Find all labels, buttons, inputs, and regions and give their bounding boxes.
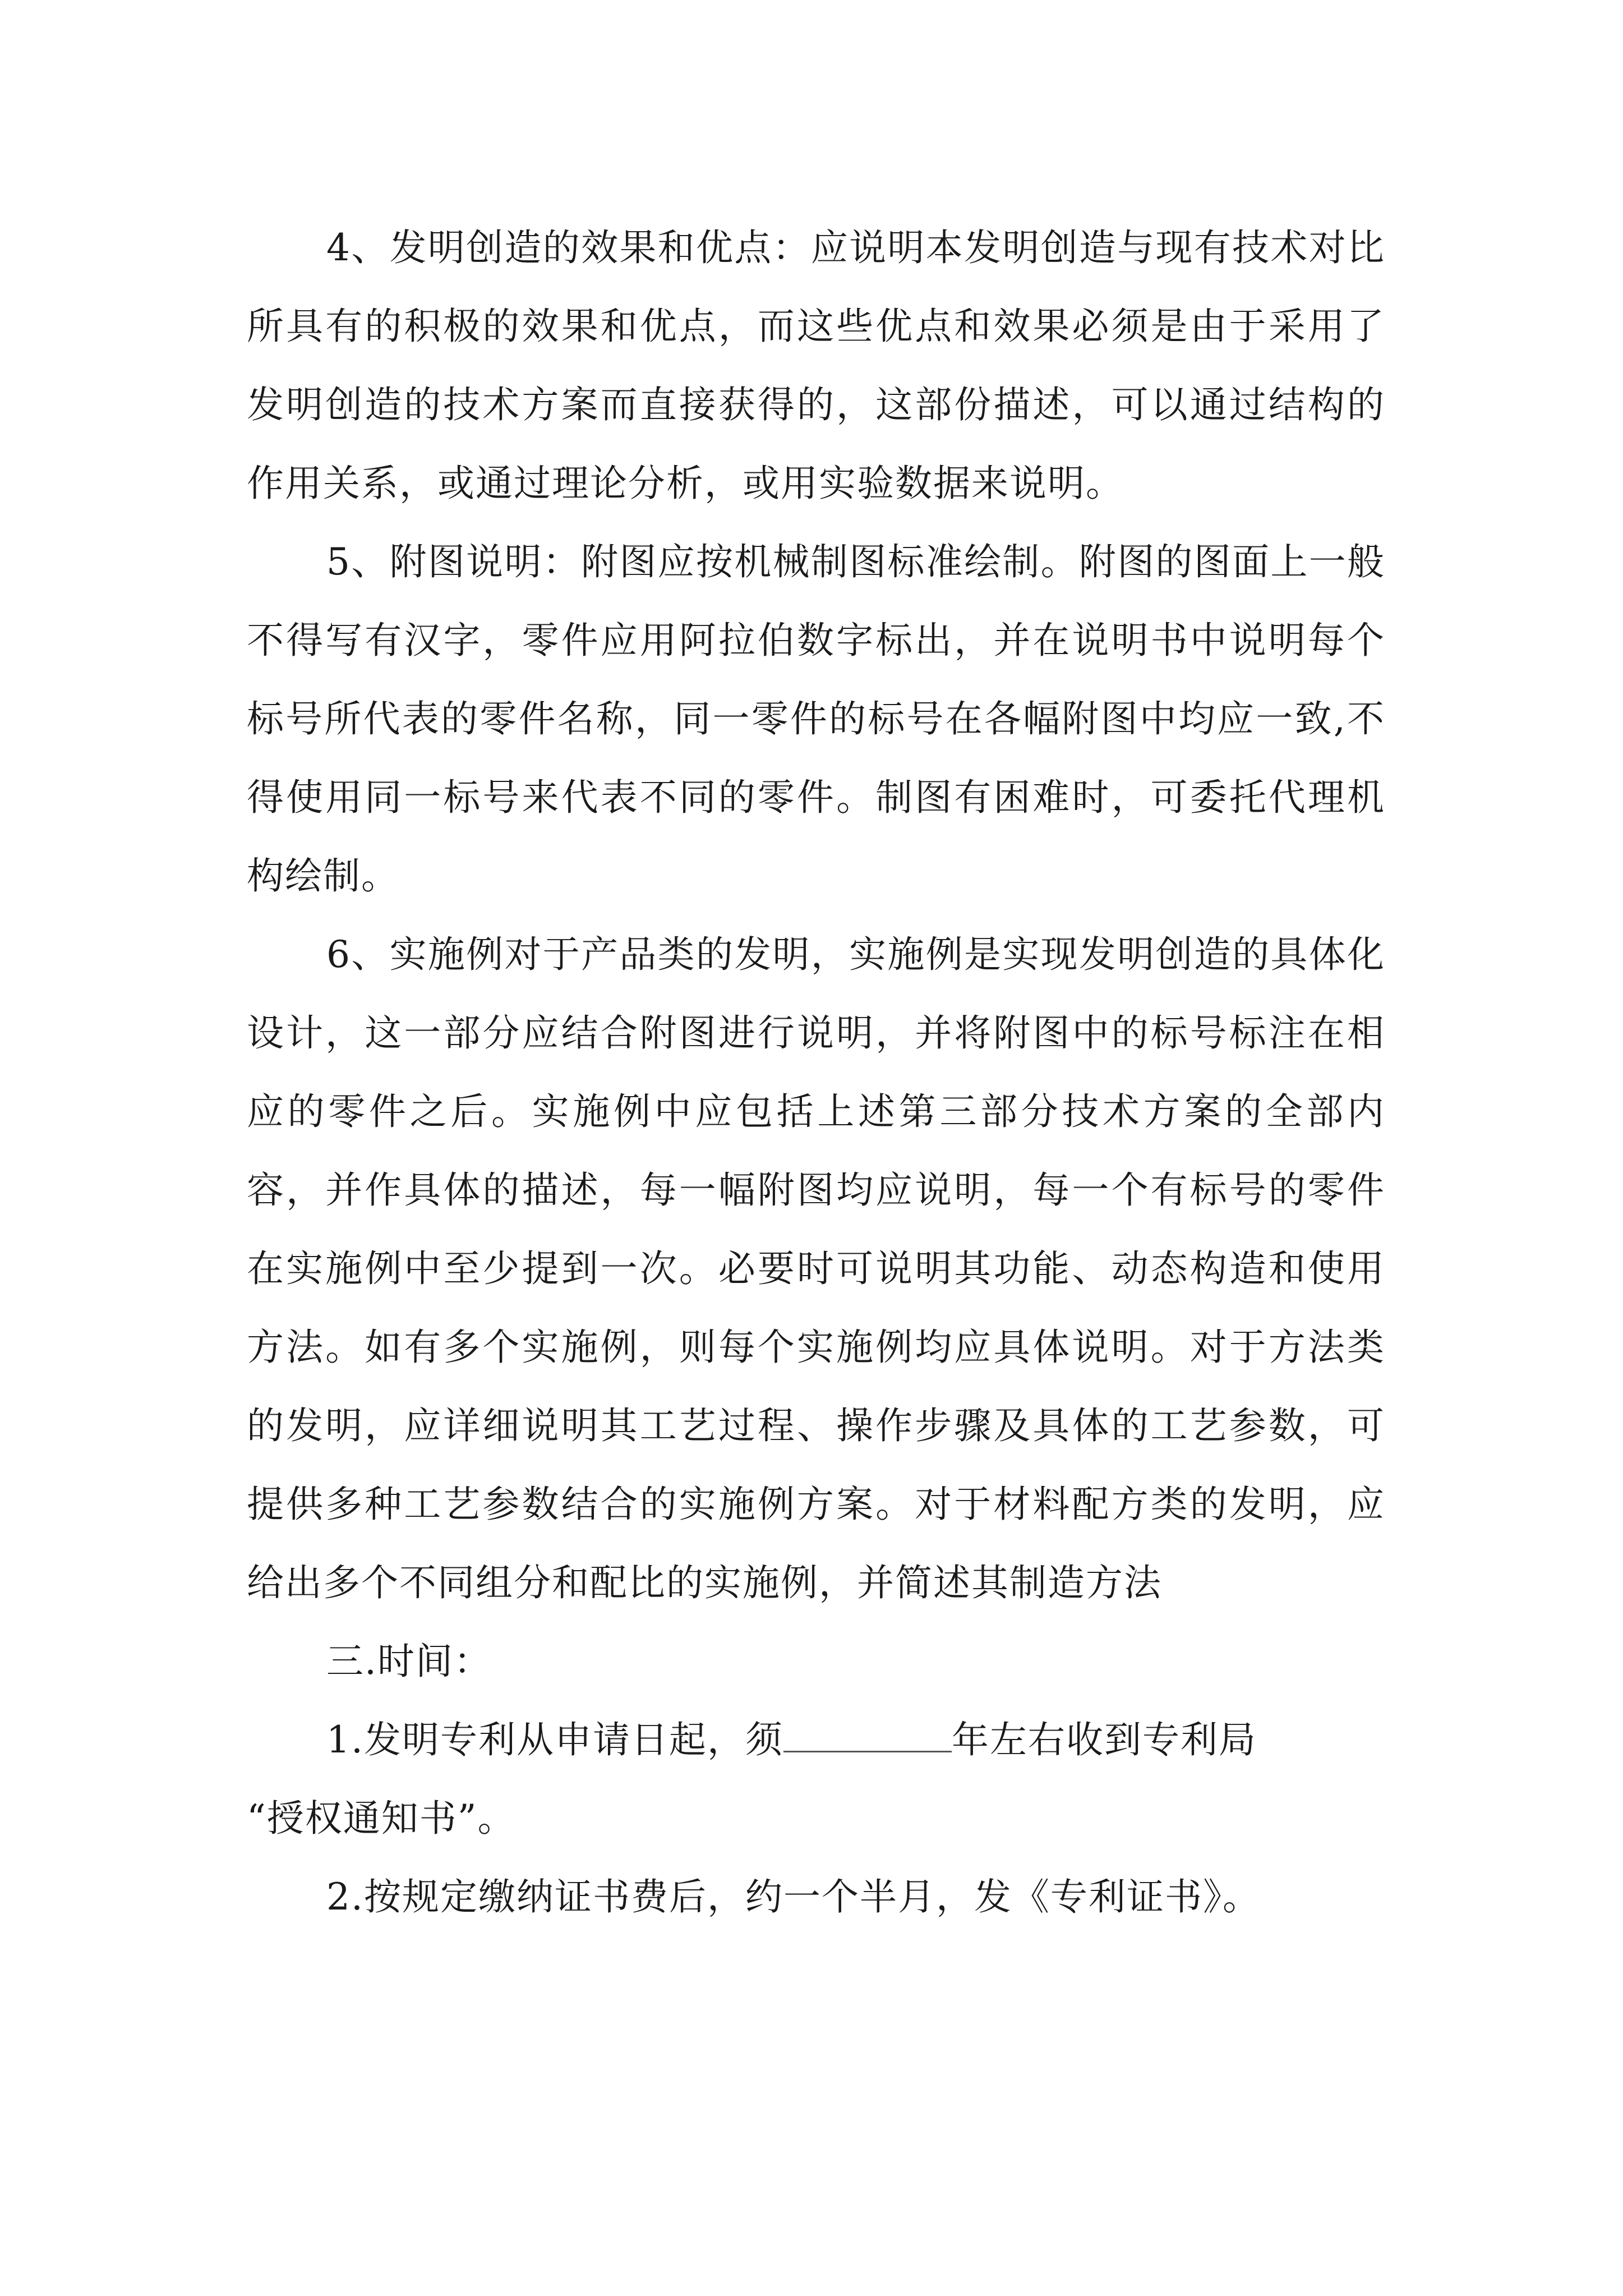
item-1-text-after: 年左右收到专利局 — [951, 1718, 1257, 1761]
paragraph-embodiments: 6、实施例对于产品类的发明，实施例是实现发明创造的具体化设计，这一部分应结合附图进行说明，并将附图中的标号标注在相应的零件之后。实施例中应包括上述第三部分技术方案的全部内容，并作具体的描述，每一幅附图均应说明，每一个有标号的零件在实施例中至少提到一次。必要时可说明其功能、动态构造和使用方法。如有多个实施例，则每个实施例均应具体说明。对于方法类的发明，应详细说明其工艺过程、操作步骤及具体的工艺参数，可提供多种工艺参数结合的实施例方案。对于材料配方类的发明，应给出多个不同组分和配比的实施例，并简述其制造方法 — [247, 933, 1385, 1604]
section-heading-time: 三.时间： — [326, 1640, 492, 1683]
item-1-text-before: 1.发明专利从申请日起，须 — [326, 1718, 783, 1761]
item-1-quote: “授权通知书”。 — [247, 1797, 516, 1840]
paragraph-effects-advantages: 4、发明创造的效果和优点：应说明本发明创造与现有技术对比所具有的积极的效果和优点，而这些优点和效果必须是由于采用了发明创造的技术方案而直接获得的，这部份描述，可以通过结构的作用关系，或通过理论分析，或用实验数据来说明。 — [247, 226, 1385, 505]
document-page — [247, 209, 1385, 1936]
fill-in-blank — [783, 1716, 952, 1752]
item-2-certificate: 2.按规定缴纳证书费后，约一个半月，发《专利证书》。 — [326, 1875, 1261, 1918]
paragraph-drawings-description: 5、附图说明：附图应按机械制图标准绘制。附图的图面上一般不得写有汉字，零件应用阿拉伯数字标出，并在说明书中说明每个标号所代表的零件名称，同一零件的标号在各幅附图中均应一致,不得使用同一标号来代表不同的零件。制图有困难时，可委托代理机构绘制。 — [247, 540, 1385, 898]
item-1-patent-grant — [247, 1701, 1385, 1779]
